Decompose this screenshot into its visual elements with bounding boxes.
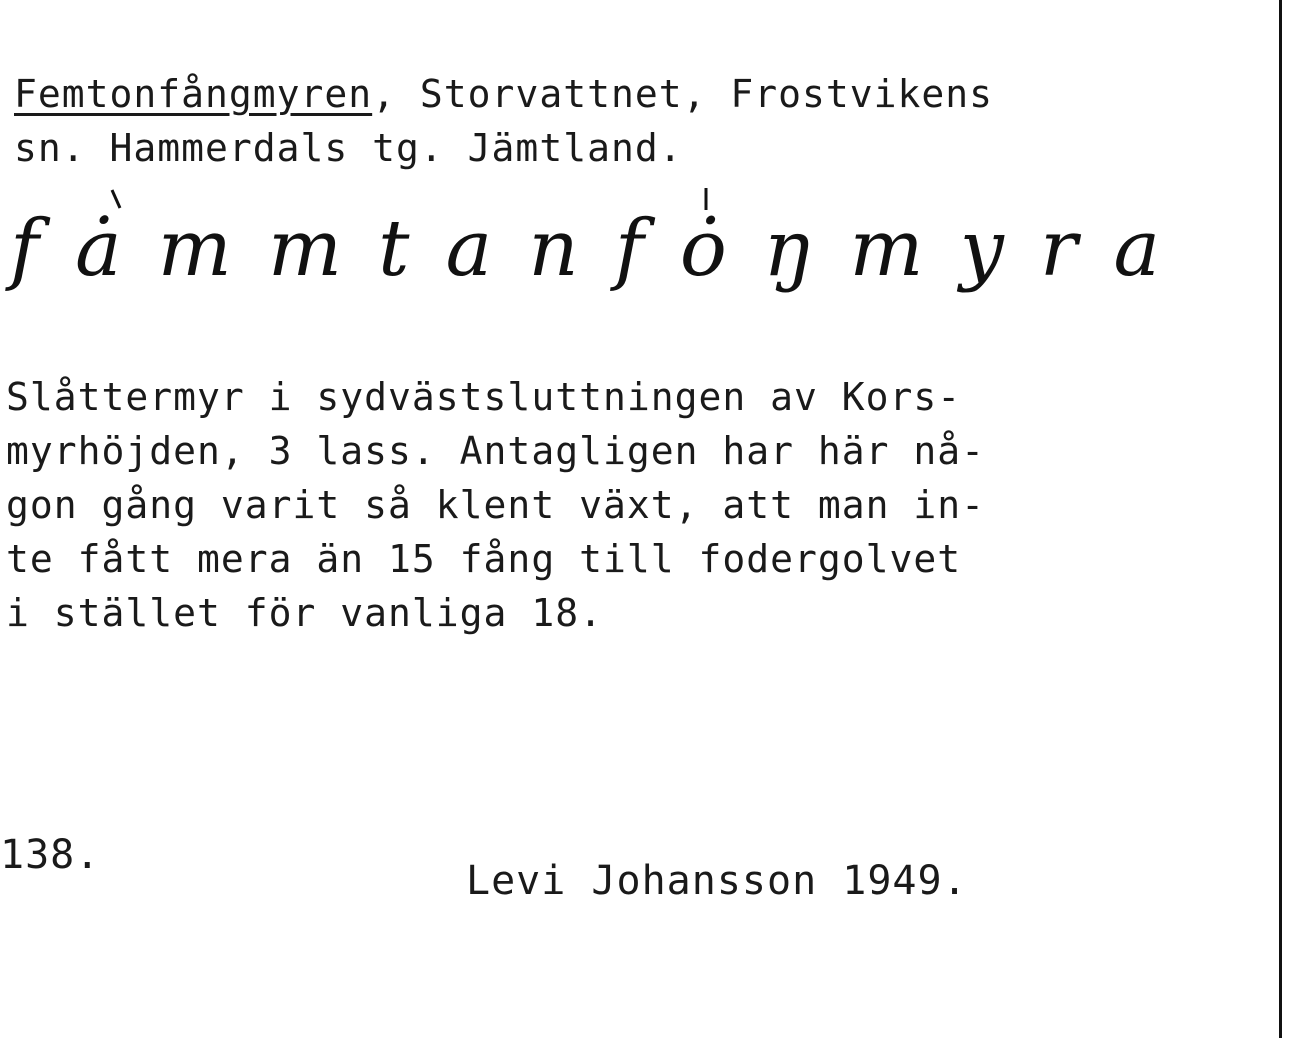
heading-line — [14, 72, 993, 116]
description-line: gon gång varit så klent växt, att man in- — [6, 483, 985, 527]
place-region: , Storvattnet, Frostvikens — [372, 72, 993, 116]
description-line: i stället för vanliga 18. — [6, 591, 603, 635]
location-line: sn. Hammerdals tg. Jämtland. — [14, 126, 683, 170]
description-line: myrhöjden, 3 lass. Antagligen har här nå- — [6, 429, 985, 473]
place-name: Femtonfångmyren — [14, 72, 373, 116]
card-number: 138. — [0, 832, 101, 878]
card-edge-line — [1279, 0, 1282, 1038]
description-text — [6, 370, 985, 640]
description-line: te fått mera än 15 fång till fodergolvet — [6, 537, 962, 581]
phonetic-text: fȧmmtanfȯŋmyra — [10, 204, 1160, 294]
phonetic-transcription — [0, 180, 1200, 320]
description-line: Slåttermyr i sydvästsluttningen av Kors- — [6, 375, 962, 419]
author-signature: Levi Johansson 1949. — [466, 858, 968, 904]
